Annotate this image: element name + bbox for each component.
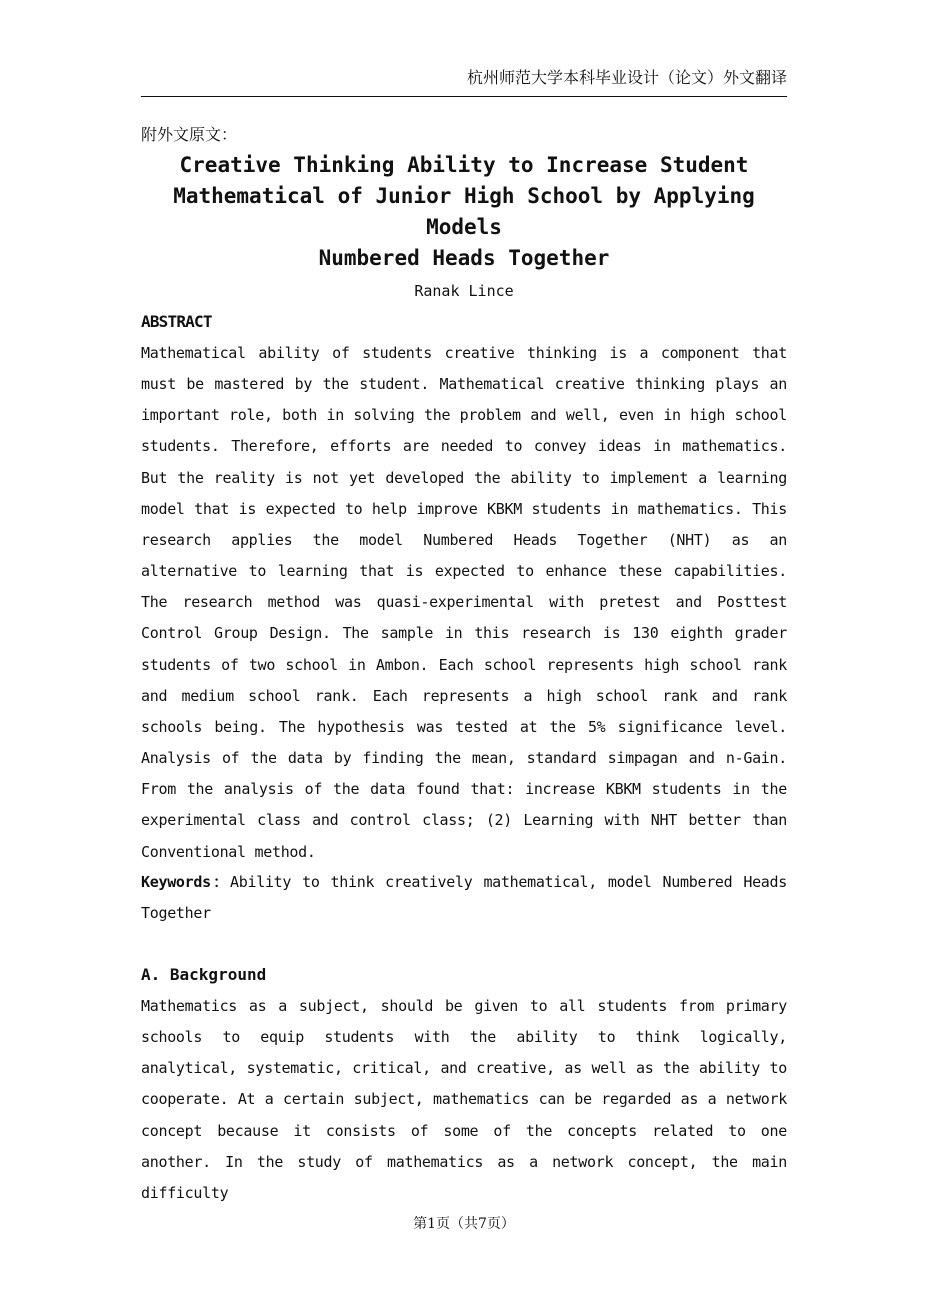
paper-title-line-1: Creative Thinking Ability to Increase Student [179, 153, 749, 177]
paper-author: Ranak Lince [414, 282, 514, 300]
abstract-body: Mathematical ability of students creative thinking is a component that must be mastered by the student. Mathematical creative thinking plays an important role, both in solving the problem and well, even in high school students. Therefore, efforts are needed to convey ideas in mathematics. But the reality is not yet developed the ability to implement a learning model that is expected to help improve KBKM students in mathematics. This research applies the model Numbered Heads Together (NHT) as an alternative to learning that is expected to enhance these capabilities. The research method was quasi-experimental with pretest and Posttest Control Group Design. The sample in this research is 130 eighth grader students of two school in Ambon. Each school represents high school rank and medium school rank. Each represents a high school rank and rank schools being. The hypothesis was tested at the 5% significance level. Analysis of the data by finding the mean, standard simpagan and n-Gain. From the analysis of the data found that: increase KBKM students in the experimental class and control class; (2) Learning with NHT better than Conventional method. [141, 344, 787, 861]
background-body: Mathematics as a subject, should be given to all students from primary schools to equip students with the ability to think logically, analytical, systematic, critical, and creative, as well as the ability to cooperate. At a certain subject, mathematics can be regarded as a network concept because it consists of some of the concepts related to one another. In the study of mathematics as a network concept, the main difficulty [141, 997, 787, 1202]
paper-title-line-3: Numbered Heads Together [318, 246, 610, 270]
paper-title [136, 150, 792, 274]
paper-title-line-2: Mathematical of Junior High School by Applying Models [173, 184, 755, 239]
running-header-title: 杭州师范大学本科毕业设计（论文）外文翻译 [466, 68, 787, 87]
header-divider [141, 96, 787, 97]
background-heading: A. Background [141, 965, 267, 984]
keywords-paragraph [141, 867, 787, 929]
appendix-label: 附外文原文： [141, 125, 238, 144]
abstract-heading: ABSTRACT [141, 312, 212, 331]
keywords-text: Ability to think creatively mathematical, model Numbered Heads Together [141, 873, 788, 923]
keywords-label: Keywords： [141, 873, 231, 891]
page-number-footer: 第1页（共7页） [413, 1216, 515, 1232]
